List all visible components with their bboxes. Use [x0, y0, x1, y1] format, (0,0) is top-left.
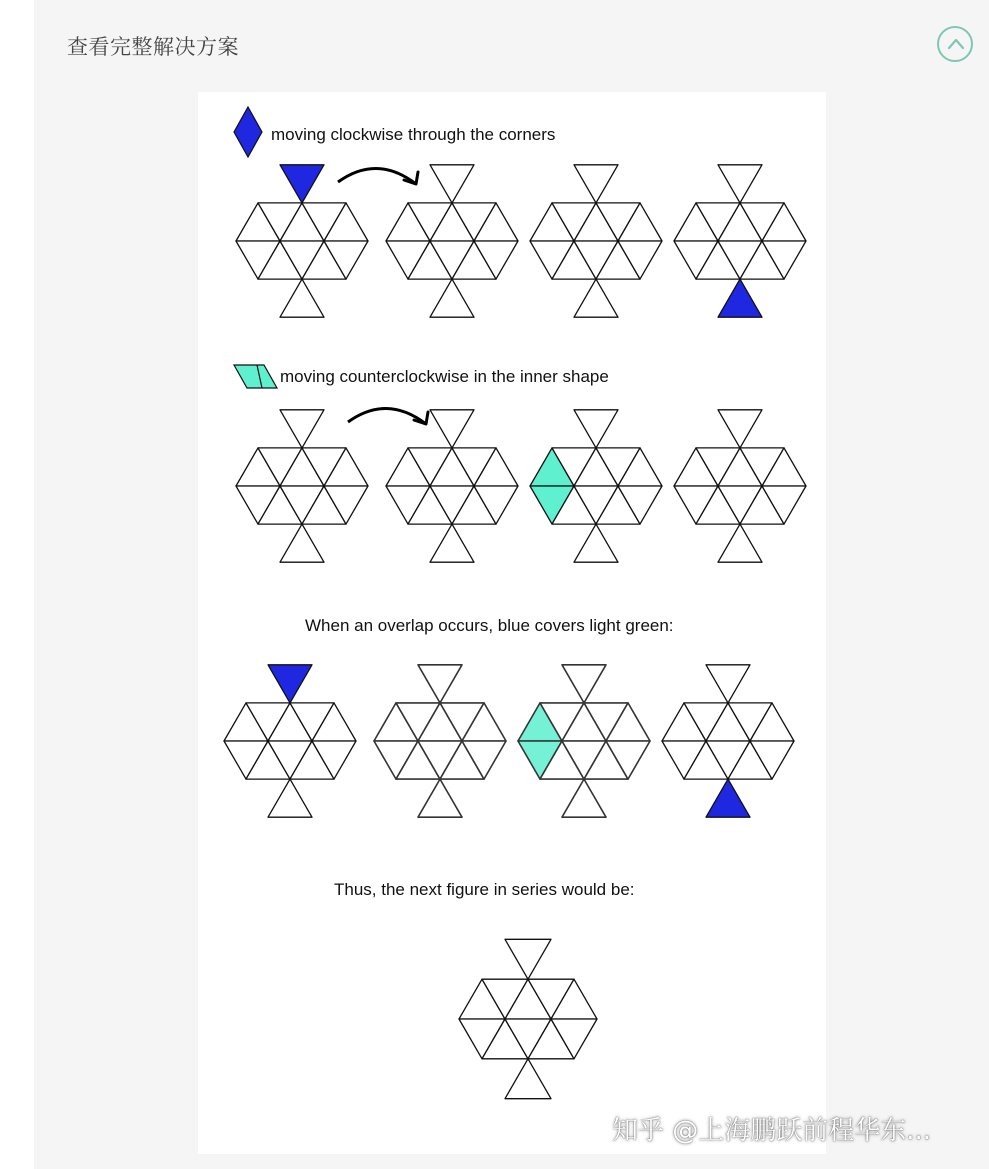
- star-2-3: [530, 410, 662, 562]
- star-cell: [418, 665, 462, 703]
- legend-blue-diamond: [234, 107, 262, 157]
- star-cell: [718, 410, 762, 448]
- chevron-up-icon: [947, 37, 965, 51]
- star-1-2: [386, 165, 518, 317]
- watermark: 知乎 @上海鹏跃前程华东...: [612, 1116, 932, 1146]
- star-cell: [562, 779, 606, 817]
- star-cell: [268, 779, 312, 817]
- star-cell: [430, 165, 474, 203]
- star-cell: [574, 165, 618, 203]
- star-answer: [459, 939, 597, 1098]
- star-3-1: [224, 665, 356, 817]
- star-cell: [280, 279, 324, 317]
- star-1-4: [674, 165, 806, 317]
- star-cell: [268, 665, 312, 703]
- star-cell: [505, 939, 551, 979]
- star-3-2: [374, 665, 506, 817]
- star-2-1: [236, 410, 368, 562]
- star-cell: [280, 410, 324, 448]
- star-cell: [574, 279, 618, 317]
- star-cell: [718, 524, 762, 562]
- star-1-1: [236, 165, 368, 317]
- panel-title: 查看完整解决方案: [67, 35, 239, 59]
- star-figures: [198, 92, 826, 1154]
- star-cell: [706, 779, 750, 817]
- star-cell: [430, 410, 474, 448]
- rule-clockwise-caption: moving clockwise through the corners: [271, 125, 556, 144]
- star-3-3: [518, 665, 650, 817]
- rule-counterclockwise-caption: moving counterclockwise in the inner shape: [280, 367, 609, 386]
- star-2-4: [674, 410, 806, 562]
- star-cell: [505, 1059, 551, 1099]
- overlap-caption: When an overlap occurs, blue covers light green:: [305, 616, 674, 635]
- star-2-2: [386, 410, 518, 562]
- star-cell: [280, 524, 324, 562]
- star-cell: [574, 524, 618, 562]
- star-cell: [706, 665, 750, 703]
- star-cell: [430, 279, 474, 317]
- star-cell: [574, 410, 618, 448]
- star-cell: [718, 165, 762, 203]
- conclusion-caption: Thus, the next figure in series would be:: [334, 880, 635, 899]
- star-1-3: [530, 165, 662, 317]
- star-cell: [562, 665, 606, 703]
- legend-green-parallelogram: [234, 365, 277, 388]
- star-3-4: [662, 665, 794, 817]
- star-cell: [418, 779, 462, 817]
- star-cell: [718, 279, 762, 317]
- star-cell: [280, 165, 324, 203]
- collapse-button[interactable]: [937, 26, 973, 62]
- star-cell: [430, 524, 474, 562]
